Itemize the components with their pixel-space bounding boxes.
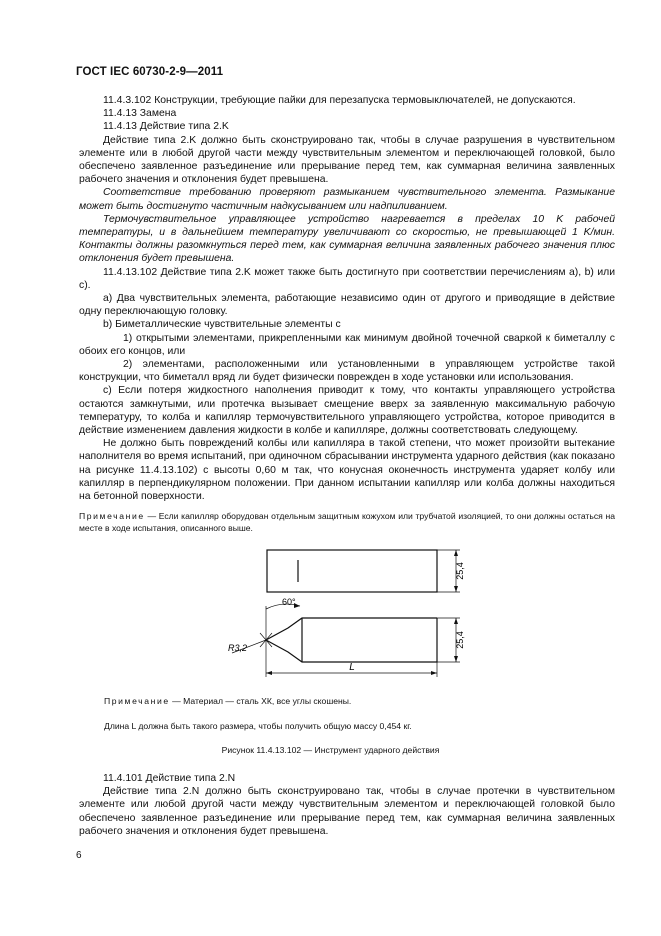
document-header: ГОСТ IEC 60730-2-9—2011 (76, 66, 224, 78)
figure-note (104, 696, 351, 706)
paragraph: Действие типа 2.N должно быть сконструировано так, чтобы в случае протечки в чувствительном элементе или любой другой части между чувствительным элементом и переключающей головкой было обеспечено заявленное разъединение или прерывание перед тем, как суммарная величина заявленных рабочего значения и отклонения будет превышена. (79, 786, 615, 837)
dim-radius: R3,2 (228, 643, 248, 653)
paragraph: 11.4.13 Замена (103, 108, 177, 120)
paragraph: 2) элементами, расположенными или установленными в управляющем устройстве такой конструкции, что биметалл вряд ли будет физически поврежден в ходе установки или использования. (79, 359, 615, 384)
main-text (79, 94, 615, 503)
page-number: 6 (76, 850, 82, 861)
figure-note-length: Длина L должна быть такого размера, чтобы получить общую массу 0,454 кг. (104, 721, 412, 731)
figure-note-label: Примечание (104, 696, 170, 706)
paragraph: a) Два чувствительных элемента, работающие независимо один от другого и приводящие в действие одну переключающую головку. (79, 293, 615, 318)
impact-tool-drawing (222, 545, 472, 683)
main-text-continued (79, 772, 615, 838)
paragraph: 1) открытыми элементами, прикрепленными как минимум двойной точечной сваркой к биметаллу с обоих его концов, или (79, 332, 615, 357)
paragraph: b) Биметаллические чувствительные элементы с (103, 319, 341, 331)
paragraph: Не должно быть повреждений колбы или капилляра в такой степени, что может произойти вытекание наполнителя во время испытаний, при одиночном сбрасывании инструмента ударного действия (как показано на рисунке 11.4.13.102) с высоты 0,60 м так, что конусная оконечность инструмента ударяет колбу или капилляр в перпендикулярном положении. При данном испытании капилляр или колба должны находиться на бетонной поверхности. (79, 438, 615, 503)
figure-caption: Рисунок 11.4.13.102 — Инструмент ударного действия (221, 745, 440, 755)
paragraph: c) Если потеря жидкостного наполнения приводит к тому, что контакты управляющего устройства остаются замкнутыми, или протечка вызывает смещение вверх за заявленную максимальную рабочую температуру, то колба и капилляр термочувствительного управляющего устройства, которое приводится в действие изменением давления жидкости в колбе и капилляре, должны соответствовать следующему. (79, 385, 615, 437)
paragraph-italic: Соответствие требованию проверяют размыканием чувствительного элемента. Размыкание может быть достигнуто частичным надкусыванием или надпиливанием. (79, 187, 615, 212)
paragraph-italic: Термочувствительное управляющее устройство нагревается в пределах 10 K рабочей температуры, и в дальнейшем температуру увеличивают со скоростью, не превышающей 1 K/мин. Контакты должны разомкнуться перед тем, как суммарная величина заявленных рабочего значения плюс отклонения будет превышена. (79, 213, 615, 265)
paragraph: 11.4.13.102 Действие типа 2.K может также быть достигнуто при соответствии перечислениям a), b) или c). (79, 266, 615, 291)
dim-height-bottom: 25,4 (455, 631, 465, 649)
figure-note-text: — Материал — сталь ХК, все углы скошены. (169, 696, 352, 706)
note (79, 510, 615, 534)
paragraph: 11.4.13 Действие типа 2.K (103, 121, 229, 133)
paragraph: 11.4.3.102 Конструкции, требующие пайки для перезапуска термовыключателей, не допускаются. (103, 95, 576, 106)
note-text: — Если капилляр оборудован отдельным защитным кожухом или трубчатой изоляцией, то они должны остаться на месте в ходе испытания, описанного выше. (79, 511, 615, 533)
dim-height-top: 25,4 (455, 562, 465, 580)
dim-angle: 60° (282, 597, 296, 607)
paragraph: Действие типа 2.K должно быть сконструировано так, чтобы в случае разрушения в чувствительном элементе или в любой другой части между чувствительным элементом и переключающей головкой, было обеспечено заявленное разъединение или прерывание перед тем, как суммарная величина заявленных рабочего значения и отклонения будет превышена. (79, 134, 615, 186)
note-label: Примечание (79, 511, 145, 521)
paragraph: 11.4.101 Действие типа 2.N (103, 773, 236, 784)
dim-length: L (349, 662, 355, 673)
